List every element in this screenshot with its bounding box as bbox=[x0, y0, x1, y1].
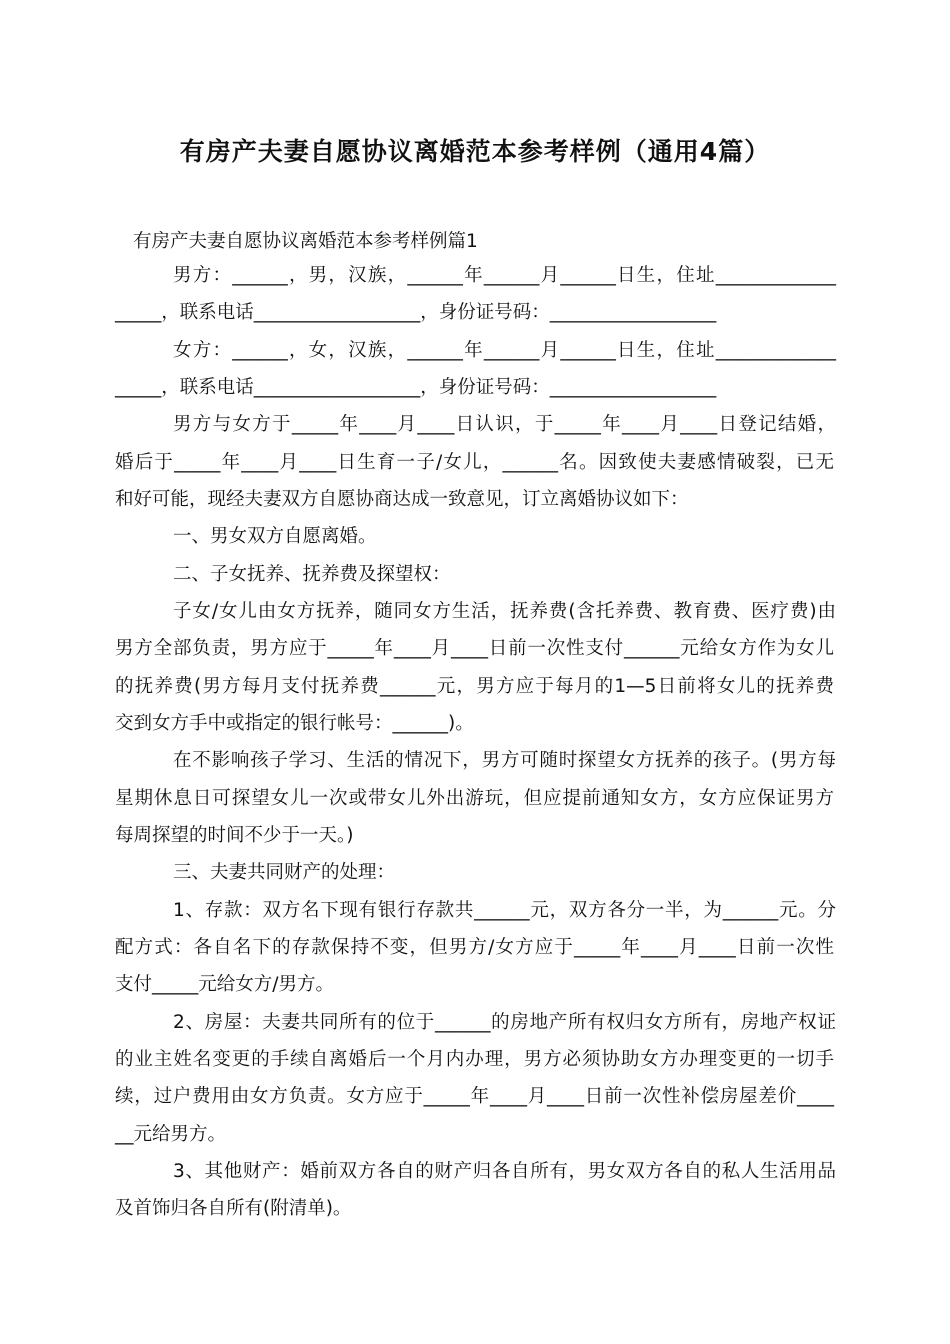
other-property-line-2: 及首饰归各自所有(附清单)。 bbox=[115, 1198, 352, 1219]
house-line-2: 的业主姓名变更的手续自离婚后一个月内办理，男方必须协助女方办理变更的一切手 bbox=[115, 1049, 834, 1070]
female-info-line-2: _____，联系电话__________________，身份证号码：__________________ bbox=[115, 377, 717, 398]
visitation-line-3: 每周探望的时间不少于一天。) bbox=[115, 825, 354, 846]
child-support-line-3: 的抚养费(男方每月支付抚养费______元，男方应于每月的1—5日前将女儿的抚养费 bbox=[115, 676, 834, 697]
female-info-line-1: 女方：______，女，汉族，______年______月______日生，住址_____________ bbox=[173, 340, 836, 361]
child-support-line-1: 子女/女儿由女方抚养，随同女方生活，抚养费(含托养费、教育费、医疗费)由 bbox=[173, 601, 836, 622]
other-property-line-1: 3、其他财产：婚前双方各自的财产归各自所有，男女双方各自的私人生活用品 bbox=[173, 1161, 836, 1182]
deposits-line-1: 1、存款：双方名下现有银行存款共______元，双方各分一半，为______元。分 bbox=[173, 900, 836, 921]
child-support-line-2: 男方全部负责，男方应于_____年____月____日前一次性支付______元给女方作为女儿 bbox=[115, 638, 834, 659]
deposits-line-3: 支付_____元给女方/男方。 bbox=[115, 974, 334, 995]
clause-3-heading: 三、夫妻共同财产的处理： bbox=[173, 862, 396, 883]
male-info-line-1: 男方：______，男，汉族，______年______月______日生，住址_____________ bbox=[173, 265, 836, 286]
house-line-4: __元给男方。 bbox=[115, 1124, 227, 1145]
background-line-1: 男方与女方于_____年____月____日认识，于_____年____月____日登记结婚， bbox=[173, 414, 836, 435]
section-heading: 有房产夫妻自愿协议离婚范本参考样例篇1 bbox=[133, 231, 478, 252]
house-line-3: 续，过户费用由女方负责。女方应于_____年____月____日前一次性补偿房屋差价____ bbox=[115, 1086, 834, 1107]
child-support-line-4: 交到女方手中或指定的银行帐号：______)。 bbox=[115, 713, 474, 734]
clause-2-heading: 二、子女抚养、抚养费及探望权： bbox=[173, 564, 451, 585]
document-title: 有房产夫妻自愿协议离婚范本参考样例（通用4篇） bbox=[179, 137, 771, 166]
deposits-line-2: 配方式：各自名下的存款保持不变，但男方/女方应于_____年____月____日前一次性 bbox=[115, 937, 834, 958]
background-line-2: 婚后于_____年____月____日生育一子/女儿，______名。因致使夫妻感情破裂，已无 bbox=[115, 452, 834, 473]
visitation-line-2: 星期休息日可探望女儿一次或带女儿外出游玩，但应提前通知女方，女方应保证男方 bbox=[115, 788, 834, 809]
house-line-1: 2、房屋：夫妻共同所有的位于______的房地产所有权归女方所有，房地产权证 bbox=[173, 1012, 836, 1033]
background-line-3: 和好可能，现经夫妻双方自愿协商达成一致意见，订立离婚协议如下： bbox=[115, 489, 689, 510]
clause-1-text: 一、男女双方自愿离婚。 bbox=[173, 526, 377, 547]
visitation-line-1: 在不影响孩子学习、生活的情况下，男方可随时探望女方抚养的孩子。(男方每 bbox=[173, 750, 836, 771]
male-info-line-2: _____，联系电话__________________，身份证号码：__________________ bbox=[115, 302, 717, 323]
